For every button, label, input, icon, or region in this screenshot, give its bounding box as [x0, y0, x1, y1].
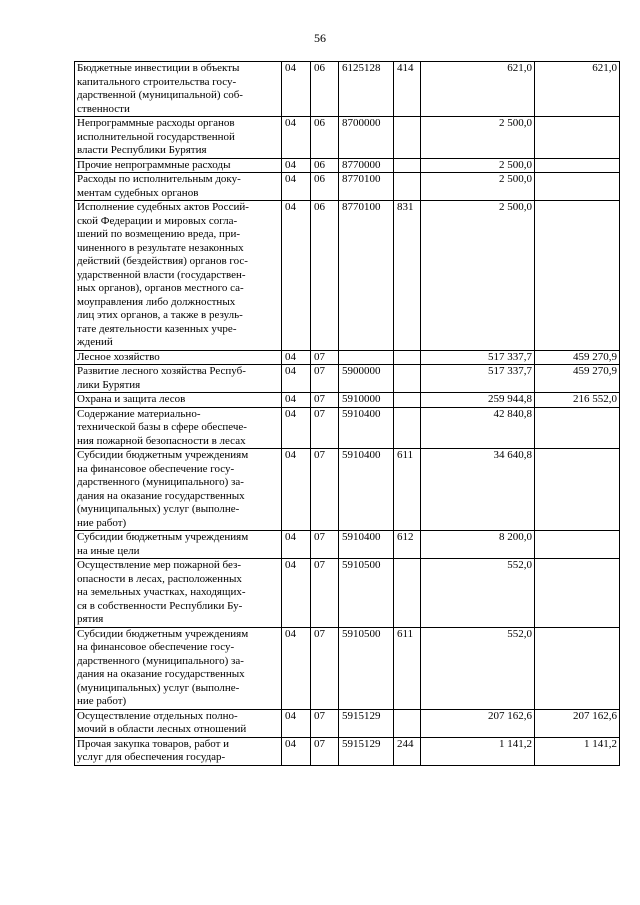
table-row	[75, 158, 620, 173]
row-section-code: 04	[282, 407, 311, 449]
row-section-code: 04	[282, 62, 311, 117]
row-expense-type-code: 244	[394, 737, 421, 765]
row-expense-type-code	[394, 709, 421, 737]
row-amount-2: 207 162,6	[535, 709, 620, 737]
row-section-code: 04	[282, 365, 311, 393]
row-section-code: 04	[282, 449, 311, 531]
row-amount-1: 552,0	[421, 627, 535, 709]
row-target-article-code: 5900000	[339, 365, 394, 393]
row-target-article-code: 8770100	[339, 173, 394, 201]
row-section-code: 04	[282, 709, 311, 737]
row-section-code: 04	[282, 173, 311, 201]
row-amount-1: 517 337,7	[421, 350, 535, 365]
row-target-article-code: 8770000	[339, 158, 394, 173]
row-name: Субсидии бюджетным учреждениям на финансовое обеспечение госу- дарственного (муниципального) за- дания на оказание государственных (муниципальных) услуг (выполне- ние работ)	[75, 627, 282, 709]
row-section-code: 04	[282, 559, 311, 628]
table-row	[75, 627, 620, 709]
table-row	[75, 350, 620, 365]
row-name: Развитие лесного хозяйства Респуб- лики Бурятия	[75, 365, 282, 393]
row-subsection-code: 06	[311, 62, 339, 117]
row-amount-2	[535, 559, 620, 628]
row-target-article-code: 8700000	[339, 117, 394, 159]
row-expense-type-code	[394, 117, 421, 159]
row-target-article-code: 5915129	[339, 737, 394, 765]
row-subsection-code: 06	[311, 117, 339, 159]
table-row	[75, 201, 620, 351]
row-name: Исполнение судебных актов Россий- ской Федерации и мировых согла- шений по возмещению вреда, при- чиненного в результате незаконных действий (бездействия) органов гос- ударственной власти (государствен- ных органов), органов местного са- моуправления либо должностных лиц этих органов, а также в резуль- тате деятельности казенных учре- ждений	[75, 201, 282, 351]
row-amount-1: 2 500,0	[421, 173, 535, 201]
row-name: Прочие непрограммные расходы	[75, 158, 282, 173]
row-expense-type-code	[394, 173, 421, 201]
row-amount-1: 42 840,8	[421, 407, 535, 449]
row-name: Охрана и защита лесов	[75, 393, 282, 408]
row-expense-type-code: 831	[394, 201, 421, 351]
row-target-article-code: 5910400	[339, 531, 394, 559]
row-subsection-code: 06	[311, 173, 339, 201]
table-row	[75, 737, 620, 765]
row-expense-type-code	[394, 407, 421, 449]
table-row	[75, 393, 620, 408]
table-row	[75, 709, 620, 737]
row-amount-2: 459 270,9	[535, 365, 620, 393]
row-expense-type-code	[394, 393, 421, 408]
row-target-article-code: 5910500	[339, 559, 394, 628]
table-row	[75, 531, 620, 559]
row-name: Расходы по исполнительным доку- ментам судебных органов	[75, 173, 282, 201]
row-amount-1: 517 337,7	[421, 365, 535, 393]
row-name: Прочая закупка товаров, работ и услуг для обеспечения государ-	[75, 737, 282, 765]
row-amount-2	[535, 117, 620, 159]
row-target-article-code	[339, 350, 394, 365]
row-subsection-code: 06	[311, 201, 339, 351]
row-amount-1: 2 500,0	[421, 201, 535, 351]
row-amount-1: 259 944,8	[421, 393, 535, 408]
row-amount-1: 8 200,0	[421, 531, 535, 559]
row-subsection-code: 07	[311, 559, 339, 628]
row-section-code: 04	[282, 350, 311, 365]
row-amount-1: 1 141,2	[421, 737, 535, 765]
row-subsection-code: 07	[311, 407, 339, 449]
row-amount-2: 1 141,2	[535, 737, 620, 765]
row-target-article-code: 5915129	[339, 709, 394, 737]
row-expense-type-code: 611	[394, 627, 421, 709]
page-number: 56	[314, 31, 326, 45]
row-target-article-code: 5910000	[339, 393, 394, 408]
row-amount-2	[535, 173, 620, 201]
row-expense-type-code: 612	[394, 531, 421, 559]
row-section-code: 04	[282, 117, 311, 159]
row-expense-type-code	[394, 350, 421, 365]
table-row	[75, 365, 620, 393]
row-section-code: 04	[282, 393, 311, 408]
row-amount-2: 621,0	[535, 62, 620, 117]
row-amount-1: 2 500,0	[421, 158, 535, 173]
row-amount-1: 621,0	[421, 62, 535, 117]
row-target-article-code: 8770100	[339, 201, 394, 351]
row-name: Лесное хозяйство	[75, 350, 282, 365]
row-name: Содержание материально- технической базы в сфере обеспече- ния пожарной безопасности в лесах	[75, 407, 282, 449]
budget-table	[74, 61, 620, 766]
row-subsection-code: 07	[311, 365, 339, 393]
row-expense-type-code	[394, 559, 421, 628]
row-name: Субсидии бюджетным учреждениям на финансовое обеспечение госу- дарственного (муниципального) за- дания на оказание государственных (муниципальных) услуг (выполне- ние работ)	[75, 449, 282, 531]
row-target-article-code: 5910500	[339, 627, 394, 709]
row-section-code: 04	[282, 737, 311, 765]
table-row	[75, 407, 620, 449]
row-amount-1: 207 162,6	[421, 709, 535, 737]
row-amount-2	[535, 531, 620, 559]
table-row	[75, 117, 620, 159]
row-section-code: 04	[282, 627, 311, 709]
row-expense-type-code: 414	[394, 62, 421, 117]
row-amount-2	[535, 627, 620, 709]
row-amount-1: 2 500,0	[421, 117, 535, 159]
row-amount-2: 216 552,0	[535, 393, 620, 408]
row-expense-type-code	[394, 158, 421, 173]
row-amount-2	[535, 201, 620, 351]
row-target-article-code: 5910400	[339, 449, 394, 531]
row-subsection-code: 07	[311, 350, 339, 365]
row-subsection-code: 07	[311, 393, 339, 408]
row-subsection-code: 07	[311, 709, 339, 737]
row-amount-2	[535, 449, 620, 531]
row-section-code: 04	[282, 158, 311, 173]
row-target-article-code: 6125128	[339, 62, 394, 117]
row-target-article-code: 5910400	[339, 407, 394, 449]
table-row	[75, 449, 620, 531]
row-subsection-code: 07	[311, 737, 339, 765]
row-expense-type-code	[394, 365, 421, 393]
row-name: Осуществление отдельных полно- мочий в области лесных отношений	[75, 709, 282, 737]
row-name: Осуществление мер пожарной без- опасности в лесах, расположенных на земельных участках, находящих- ся в собственности Республики Бу- рятия	[75, 559, 282, 628]
row-amount-2	[535, 407, 620, 449]
row-section-code: 04	[282, 531, 311, 559]
row-subsection-code: 07	[311, 449, 339, 531]
table-row	[75, 173, 620, 201]
table-row	[75, 62, 620, 117]
row-amount-2: 459 270,9	[535, 350, 620, 365]
row-amount-1: 34 640,8	[421, 449, 535, 531]
row-amount-1: 552,0	[421, 559, 535, 628]
row-expense-type-code: 611	[394, 449, 421, 531]
row-subsection-code: 07	[311, 627, 339, 709]
row-subsection-code: 06	[311, 158, 339, 173]
row-name: Субсидии бюджетным учреждениям на иные цели	[75, 531, 282, 559]
row-name: Бюджетные инвестиции в объекты капитального строительства госу- дарственной (муниципальной) соб- ственности	[75, 62, 282, 117]
row-subsection-code: 07	[311, 531, 339, 559]
row-name: Непрограммные расходы органов исполнительной государственной власти Республики Бурятия	[75, 117, 282, 159]
row-amount-2	[535, 158, 620, 173]
row-section-code: 04	[282, 201, 311, 351]
table-row	[75, 559, 620, 628]
